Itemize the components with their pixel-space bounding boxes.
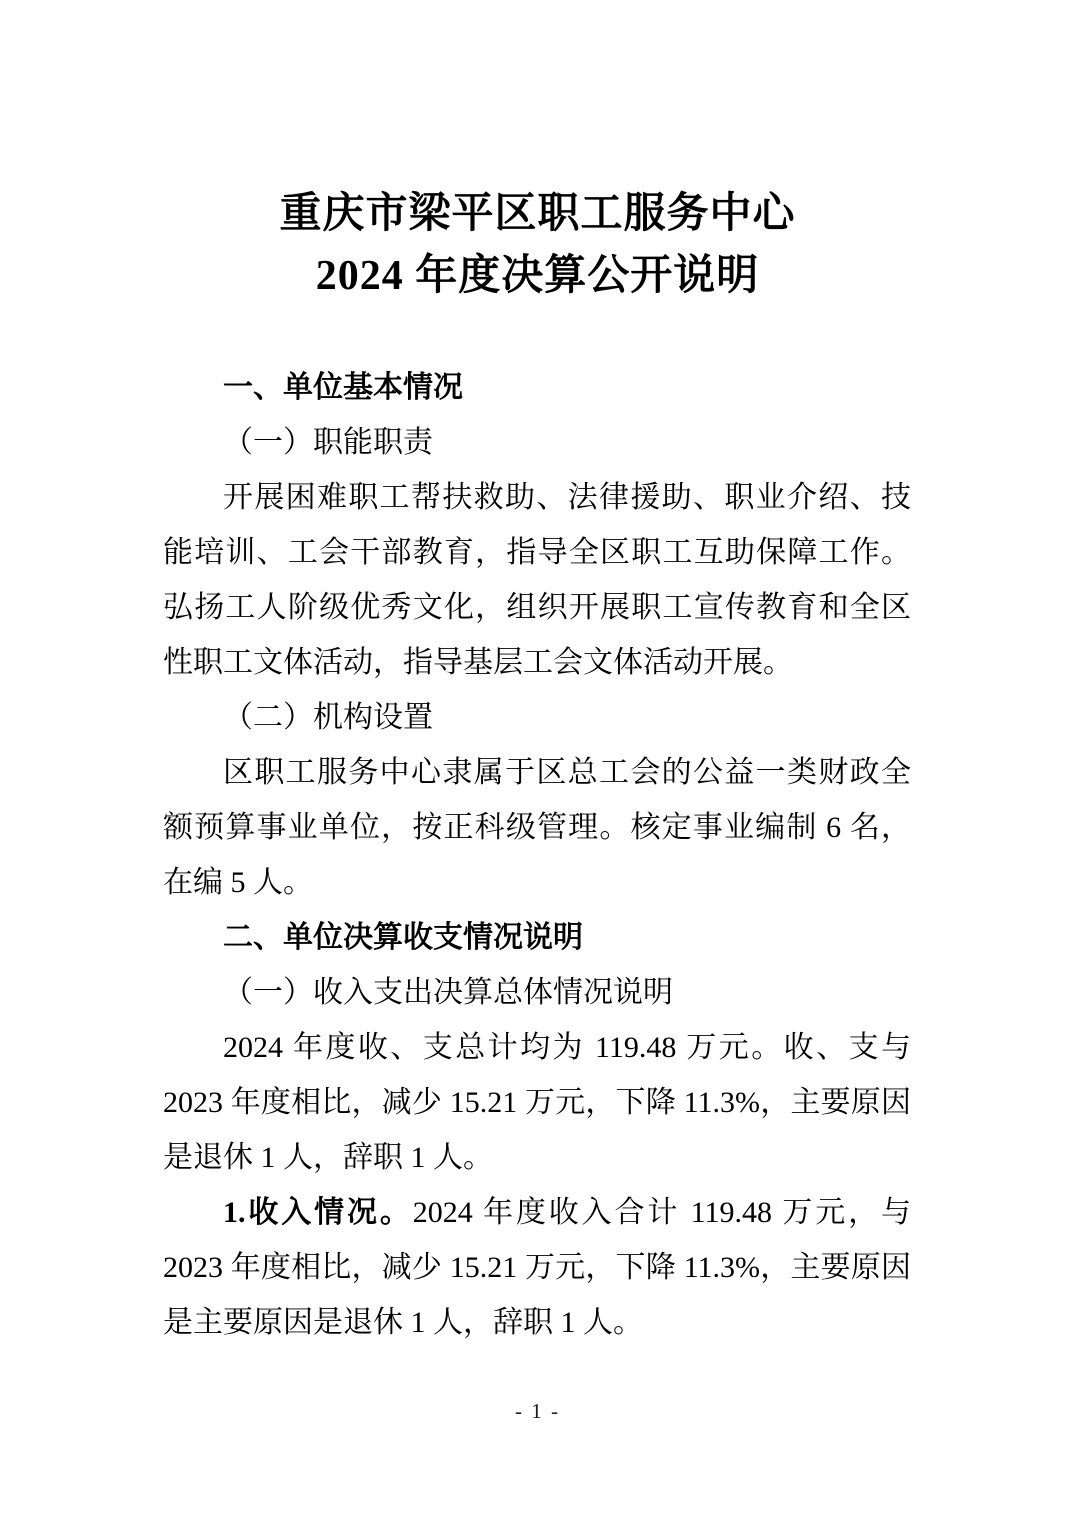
section-1-2-heading: （二）机构设置 [223,701,433,734]
section-2-1-heading: （一）收入支出决算总体情况说明 [223,976,673,1009]
section-1-heading: 一、单位基本情况 [223,371,463,404]
section-2-1-item-1 [163,1185,911,1350]
section-2-heading: 二、单位决算收支情况说明 [223,921,583,954]
document-title-line-2: 2024 年度决算公开说明 [315,253,760,299]
page-number: - 1 - [515,1399,560,1423]
document-title-line-1: 重庆市梁平区职工服务中心 [279,191,796,237]
section-1-1-paragraph: 开展困难职工帮扶救助、法律援助、职业介绍、技能培训、工会干部教育，指导全区职工互助保障工作。弘扬工人阶级优秀文化，组织开展职工宣传教育和全区性职工文体活动，指导基层工会文体活动开展。 [163,481,911,679]
item-1-text: 2024 年度收入合计 119.48 万元，与 2023 年度相比，减少 15.21 万元，下降 11.3%，主要原因是主要原因是退休 1 人，辞职 1 人。 [163,1196,911,1339]
section-2-1-paragraph: 2024 年度收、支总计均为 119.48 万元。收、支与 2023 年度相比，减少 15.21 万元，下降 11.3%，主要原因是退休 1 人，辞职 1 人。 [163,1031,911,1174]
document-title [0,183,1075,307]
section-1-2-paragraph: 区职工服务中心隶属于区总工会的公益一类财政全额预算事业单位，按正科级管理。核定事业编制 6 名，在编 5 人。 [163,756,911,899]
section-1-1-heading: （一）职能职责 [223,426,433,459]
item-1-lead: 1.收入情况。 [223,1196,413,1229]
document-body [163,360,911,1350]
